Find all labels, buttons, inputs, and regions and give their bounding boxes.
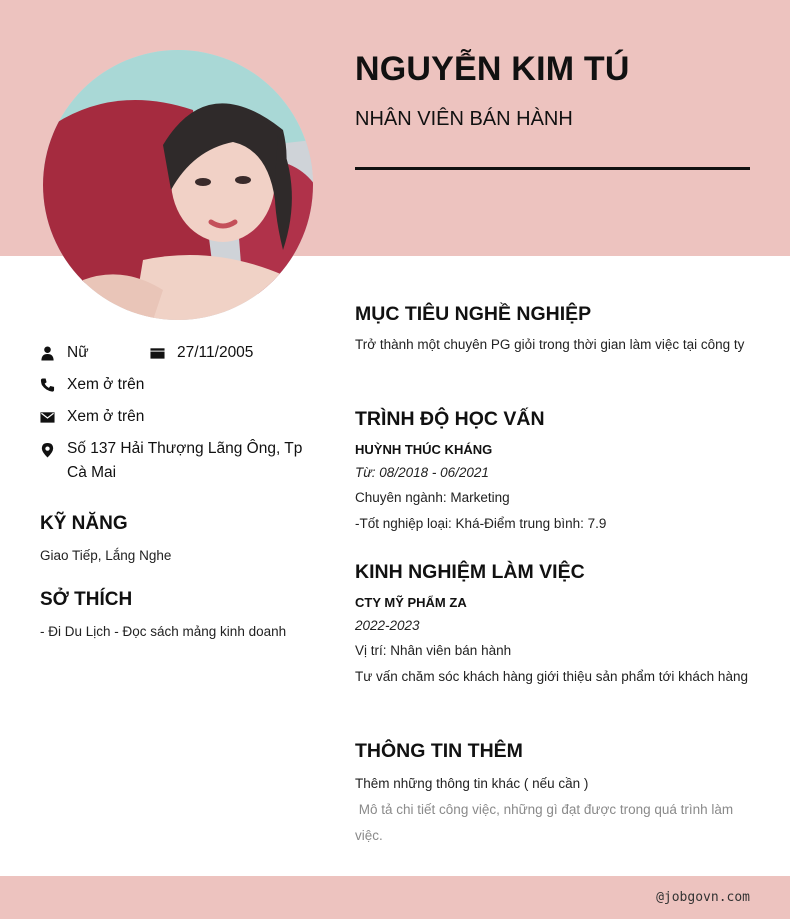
additional-heading: THÔNG TIN THÊM [355, 740, 523, 762]
calendar-icon [150, 345, 165, 361]
education-school: HUỲNH THÚC KHÁNG [355, 442, 493, 457]
additional-line1: Thêm những thông tin khác ( nếu cần ) [355, 776, 589, 791]
birthdate-value: 27/11/2005 [177, 344, 254, 361]
title-divider [355, 167, 750, 170]
footer-watermark: @jobgovn.com [656, 890, 750, 905]
gender-row [40, 341, 160, 365]
hobbies-heading: SỞ THÍCH [40, 589, 133, 610]
education-major: Chuyên ngành: Marketing [355, 490, 510, 505]
birthdate-row [150, 341, 310, 365]
education-grade: -Tốt nghiệp loại: Khá-Điểm trung bình: 7.9 [355, 516, 607, 531]
phone-value: Xem ở trên [67, 376, 145, 393]
experience-description: Tư vấn chăm sóc khách hàng giới thiệu sản phẩm tới khách hàng [355, 669, 748, 684]
email-row [40, 405, 290, 429]
portrait-photo [43, 50, 313, 320]
experience-position: Vị trí: Nhân viên bán hành [355, 643, 512, 658]
person-name: NGUYỄN KIM TÚ [355, 50, 630, 88]
experience-period: 2022-2023 [355, 618, 420, 633]
address-row [40, 437, 320, 485]
skills-text: Giao Tiếp, Lắng Nghe [40, 548, 172, 563]
education-period: Từ: 08/2018 - 06/2021 [355, 465, 489, 480]
mail-icon [40, 409, 55, 425]
education-heading: TRÌNH ĐỘ HỌC VẤN [355, 408, 545, 430]
hobbies-text: - Đi Du Lịch - Đọc sách mảng kinh doanh [40, 624, 287, 639]
experience-company: CTY MỸ PHẨM ZA [355, 595, 467, 610]
location-pin-icon [40, 441, 55, 459]
person-icon [40, 345, 55, 361]
phone-row [40, 373, 290, 397]
job-title: NHÂN VIÊN BÁN HÀNH [355, 108, 573, 130]
objective-heading: MỤC TIÊU NGHỀ NGHIỆP [355, 303, 592, 325]
email-value: Xem ở trên [67, 408, 145, 425]
skills-heading: KỸ NĂNG [40, 513, 128, 534]
objective-text: Trở thành một chuyên PG giỏi trong thời gian làm việc tại công ty [355, 337, 745, 352]
avatar [43, 50, 313, 320]
address-value: Số 137 Hải Thượng Lãng Ông, Tp Cà Mai [67, 440, 303, 481]
additional-line2: Mô tả chi tiết công việc, những gì đạt được trong quá trình làm việc. [355, 802, 737, 843]
experience-heading: KINH NGHIỆM LÀM VIỆC [355, 561, 585, 583]
phone-icon [40, 377, 55, 393]
gender-value: Nữ [67, 344, 89, 361]
